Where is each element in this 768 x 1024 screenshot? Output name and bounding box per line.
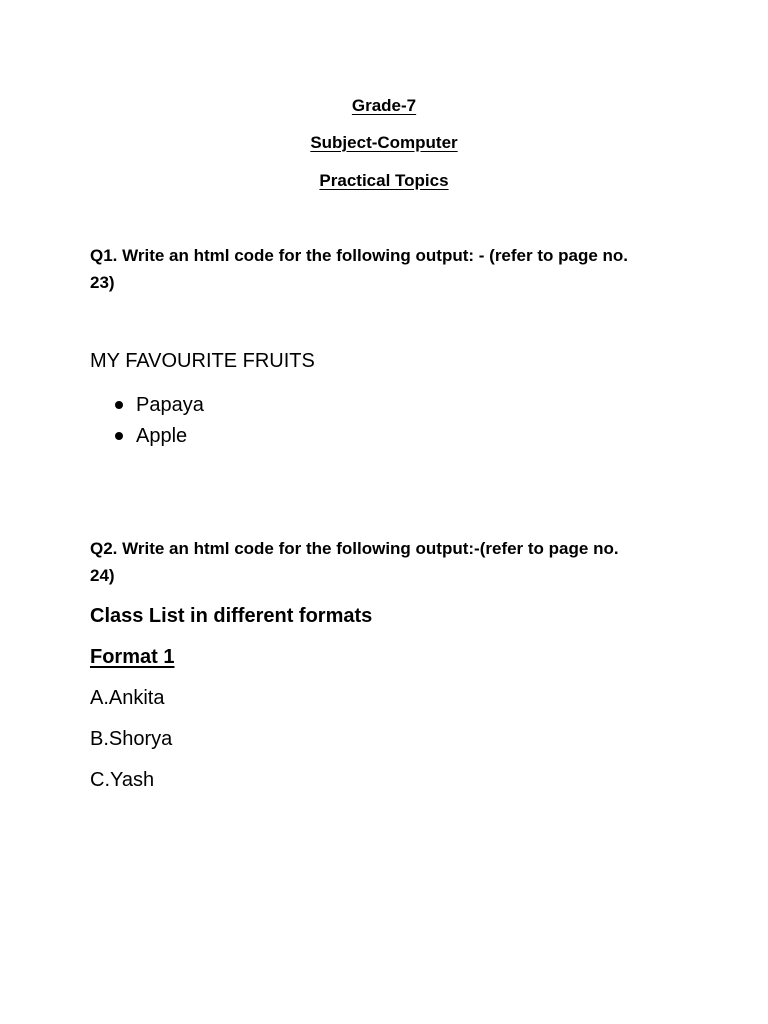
subject-heading: Subject-Computer	[310, 133, 458, 152]
bullet-icon	[115, 401, 123, 409]
question-2-line-2: 24)	[90, 566, 115, 585]
fruit-list	[90, 390, 204, 452]
question-2	[90, 535, 680, 589]
question-2-line-1: Q2. Write an html code for the following output:-(refer to page no.	[90, 539, 619, 558]
grade-heading: Grade-7	[351, 96, 417, 115]
topic-heading: Practical Topics	[319, 171, 449, 190]
question-1-line-1: Q1. Write an html code for the following output: - (refer to page no.	[90, 246, 629, 265]
fruit-name: Apple	[136, 425, 188, 447]
class-list-name: A.Ankita	[90, 687, 165, 709]
list-item	[90, 421, 204, 452]
fruits-title: MY FAVOURITE FRUITS	[90, 350, 315, 372]
bullet-icon	[115, 432, 123, 440]
question-1	[90, 242, 680, 296]
question-1-line-2: 23)	[90, 273, 115, 292]
fruit-name: Papaya	[136, 394, 204, 416]
class-list-name: B.Shorya	[90, 728, 173, 750]
format-label: Format 1	[90, 646, 175, 668]
list-item	[90, 390, 204, 421]
class-list-name: C.Yash	[90, 769, 155, 791]
class-list-title: Class List in different formats	[90, 605, 373, 627]
